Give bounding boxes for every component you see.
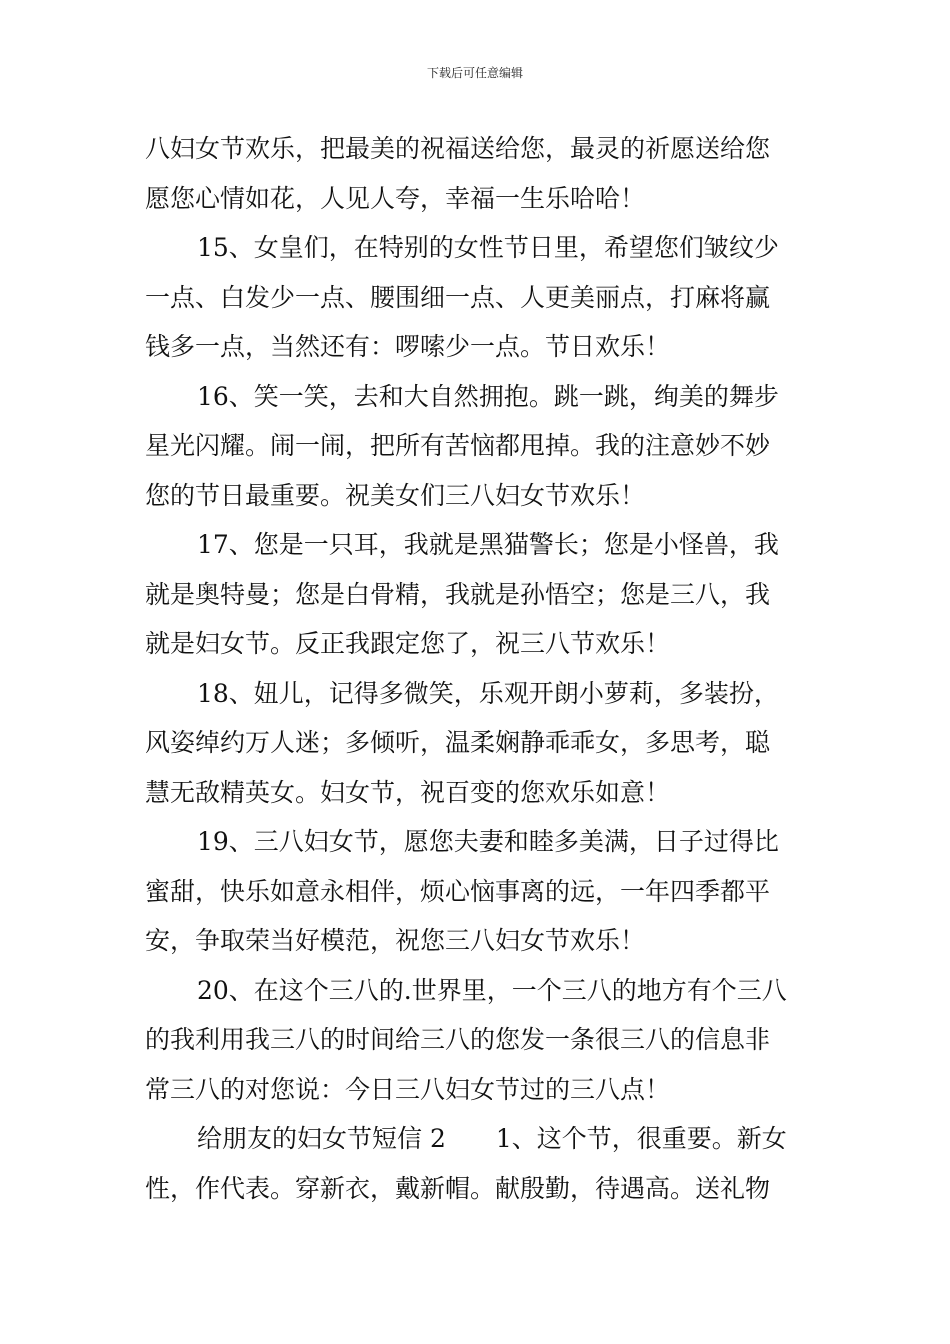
paragraph-line: 就是妇女节。反正我跟定您了，祝三八节欢乐！ — [145, 629, 671, 658]
paragraph-line: 风姿绰约万人迷；多倾听，温柔娴静乖乖女，多思考，聪 — [145, 728, 771, 757]
paragraph-first-line: 18、妞儿，记得多微笑，乐观开朗小萝莉，多装扮， — [197, 678, 779, 708]
paragraph-line: 慧无敌精英女。妇女节，祝百变的您欢乐如意！ — [145, 777, 671, 807]
paragraph-line: 常三八的对您说：今日三八妇女节过的三八点！ — [145, 1074, 671, 1104]
document-body — [145, 124, 807, 1213]
paragraph-line: 性，作代表。穿新衣，戴新帽。献殷勤，待遇高。送礼物 — [145, 1173, 771, 1203]
page-header: 下载后可任意编辑 — [426, 66, 523, 80]
paragraph-line: 八妇女节欢乐，把最美的祝福送给您，最灵的祈愿送给您 — [145, 134, 771, 163]
paragraph-first-line: 给朋友的妇女节短信 2 1、这个节，很重要。新女 — [197, 1124, 787, 1153]
paragraph-line: 您的节日最重要。祝美女们三八妇女节欢乐！ — [145, 480, 646, 510]
paragraph-first-line: 17、您是一只耳，我就是黑猫警长；您是小怪兽，我 — [197, 530, 779, 559]
paragraph-line: 的我利用我三八的时间给三八的您发一条很三八的信息非 — [145, 1025, 771, 1054]
paragraph-line: 安，争取荣当好模范，祝您三八妇女节欢乐！ — [145, 926, 646, 955]
paragraph-line: 钱多一点，当然还有：啰嗦少一点。节日欢乐！ — [145, 332, 671, 361]
paragraph-first-line: 16、笑一笑，去和大自然拥抱。跳一跳，绚美的舞步 — [197, 381, 779, 411]
paragraph-first-line: 19、三八妇女节，愿您夫妻和睦多美满，日子过得比 — [197, 827, 779, 856]
paragraph-line: 就是奥特曼；您是白骨精，我就是孙悟空；您是三八，我 — [145, 579, 771, 609]
paragraph-line: 愿您心情如花，人见人夸，幸福一生乐哈哈！ — [145, 183, 646, 213]
paragraph-line: 蜜甜，快乐如意永相伴，烦心恼事离的远，一年四季都平 — [145, 876, 771, 906]
paragraph-first-line: 20、在这个三八的.世界里，一个三八的地方有个三八 — [197, 975, 787, 1005]
paragraph-first-line: 15、女皇们，在特别的女性节日里，希望您们皱纹少 — [197, 233, 779, 262]
paragraph-line: 一点、白发少一点、腰围细一点、人更美丽点，打麻将赢 — [145, 282, 771, 312]
paragraph-line: 星光闪耀。闹一闹，把所有苦恼都甩掉。我的注意妙不妙 — [145, 431, 771, 460]
